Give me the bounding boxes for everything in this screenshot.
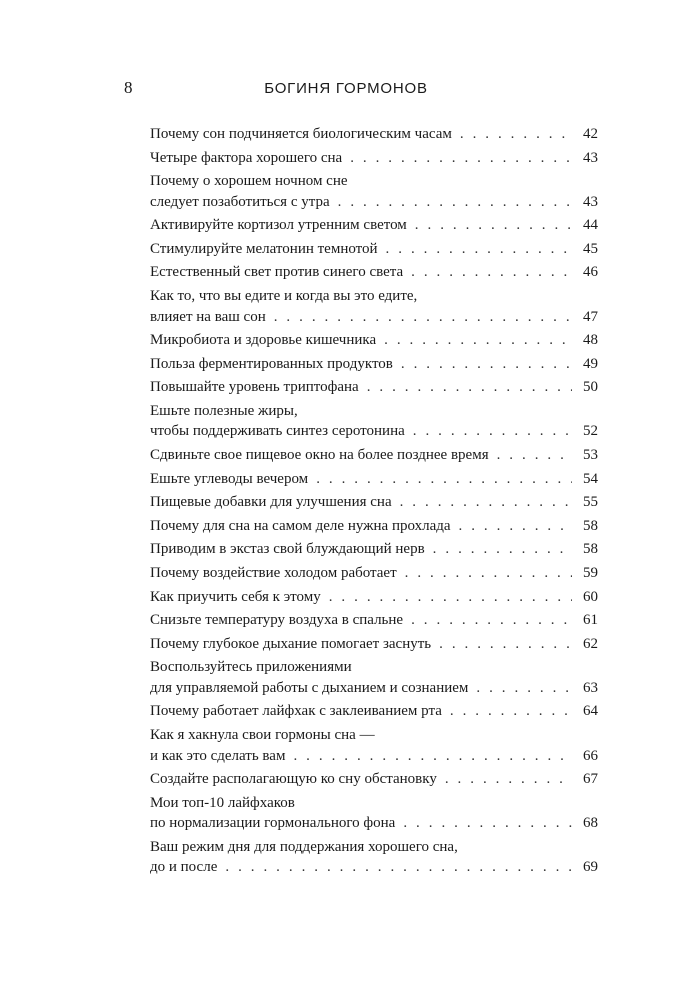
dot-leader xyxy=(415,215,572,236)
toc-entry-title: Микробиота и здоровье кишечника xyxy=(150,332,377,349)
toc-entry xyxy=(150,330,598,351)
toc-line xyxy=(150,124,598,145)
toc-entry-title: чтобы поддерживать синтез серотонина xyxy=(150,423,405,440)
toc-entry xyxy=(150,148,598,169)
toc-entry-title: Стимулируйте мелатонин темнотой xyxy=(150,240,378,257)
dot-leader xyxy=(497,445,572,466)
toc-page-number: 63 xyxy=(583,679,598,696)
dot-leader xyxy=(225,857,572,878)
dot-leader xyxy=(433,539,572,560)
dot-leader xyxy=(338,192,572,213)
dot-leader xyxy=(439,634,572,655)
toc-page-number: 50 xyxy=(583,379,598,396)
dot-leader xyxy=(316,469,572,490)
toc-line xyxy=(150,725,598,746)
toc-entry-title: Активируйте кортизол утренним светом xyxy=(150,217,407,234)
toc-entry-title: Почему работает лайфхак с заклеиванием рта xyxy=(150,703,442,720)
toc-entry xyxy=(150,171,598,212)
toc-page-number: 68 xyxy=(583,815,598,832)
toc-line xyxy=(150,262,598,283)
toc-line xyxy=(150,769,598,790)
toc-entry xyxy=(150,445,598,466)
toc-page-number: 58 xyxy=(583,541,598,558)
dot-leader xyxy=(411,262,572,283)
toc-page-number: 45 xyxy=(583,240,598,257)
dot-leader xyxy=(274,307,572,328)
page-number: 8 xyxy=(124,78,133,97)
toc-entry-title: Почему воздействие холодом работает xyxy=(150,565,397,581)
toc-line xyxy=(150,286,598,307)
toc-line xyxy=(150,377,598,398)
dot-leader xyxy=(445,769,572,790)
toc-entry xyxy=(150,539,598,560)
toc-line xyxy=(150,563,598,584)
toc-entry xyxy=(150,634,598,655)
toc-entry-title: Почему для сна на самом деле нужна прохлада xyxy=(150,517,451,534)
toc-line xyxy=(150,701,598,722)
toc-line xyxy=(150,610,598,631)
toc-entry xyxy=(150,769,598,790)
dot-leader xyxy=(450,701,572,722)
toc-entry xyxy=(150,469,598,490)
toc-entry xyxy=(150,701,598,722)
toc-entry xyxy=(150,286,598,327)
toc-page-number: 62 xyxy=(583,635,598,652)
toc-line xyxy=(150,401,598,422)
toc-entry-title: Снизьте температуру воздуха в спальне xyxy=(150,612,404,629)
toc-line xyxy=(150,746,598,767)
toc-entry xyxy=(150,124,598,145)
toc-entry xyxy=(150,354,598,375)
dot-leader xyxy=(459,516,572,537)
toc-entry-title: Ваш режим дня для поддержания хорошего сна, xyxy=(150,838,458,855)
toc-line xyxy=(150,813,598,834)
toc-entry-title: Естественный свет против синего света xyxy=(150,264,404,281)
toc-line xyxy=(150,793,598,814)
toc-page-number: 61 xyxy=(583,612,598,629)
toc-entry-title: и как это сделать вам xyxy=(150,747,286,764)
toc-line xyxy=(150,492,598,513)
toc-entry xyxy=(150,657,598,698)
toc-page-number: 69 xyxy=(583,859,598,876)
toc-entry-title: для управляемой работы с дыханием и сознанием xyxy=(150,679,469,696)
toc-entry-title: следует позаботиться с утра xyxy=(150,193,330,210)
table-of-contents xyxy=(150,124,598,881)
dot-leader xyxy=(403,813,572,834)
toc-entry xyxy=(150,516,598,537)
dot-leader xyxy=(411,610,572,631)
toc-page-number: 47 xyxy=(583,308,598,325)
toc-line xyxy=(150,539,598,560)
toc-entry xyxy=(150,563,598,584)
dot-leader xyxy=(476,678,572,699)
toc-line xyxy=(150,239,598,260)
toc-entry-title: влияет на ваш сон xyxy=(150,308,266,325)
toc-line xyxy=(150,192,598,213)
toc-page-number: 44 xyxy=(583,217,598,234)
toc-entry-title: Польза ферментированных продуктов xyxy=(150,355,393,372)
toc-line xyxy=(150,516,598,537)
dot-leader xyxy=(384,330,572,351)
toc-entry-title: Ешьте углеводы вечером xyxy=(150,470,309,487)
toc-entry-title: Почему о хорошем ночном сне xyxy=(150,173,348,190)
dot-leader xyxy=(400,492,572,513)
toc-line xyxy=(150,148,598,169)
toc-page-number: 66 xyxy=(583,747,598,764)
toc-entry xyxy=(150,401,598,442)
toc-page-number: 59 xyxy=(583,565,598,581)
toc-entry xyxy=(150,215,598,236)
dot-leader xyxy=(401,354,572,375)
toc-page-number: 64 xyxy=(583,703,598,720)
toc-page-number: 52 xyxy=(583,423,598,440)
toc-entry-title: Пищевые добавки для улучшения сна xyxy=(150,494,392,511)
toc-entry-title: Мои топ-10 лайфхаков xyxy=(150,794,295,811)
toc-entry xyxy=(150,610,598,631)
toc-entry-title: Почему глубокое дыхание помогает заснуть xyxy=(150,635,432,652)
toc-entry-title: по нормализации гормонального фона xyxy=(150,815,396,832)
toc-line xyxy=(150,634,598,655)
toc-line xyxy=(150,307,598,328)
toc-entry-title: Создайте располагающую ко сну обстановку xyxy=(150,771,437,788)
toc-page-number: 48 xyxy=(583,332,598,349)
dot-leader xyxy=(460,124,572,145)
toc-entry-title: Сдвиньте свое пищевое окно на более позднее время xyxy=(150,447,489,464)
toc-entry xyxy=(150,725,598,766)
toc-entry-title: Повышайте уровень триптофана xyxy=(150,379,359,396)
toc-page-number: 42 xyxy=(583,126,598,142)
toc-entry xyxy=(150,837,598,878)
toc-entry-title: Почему сон подчиняется биологическим часам xyxy=(150,126,452,142)
dot-leader xyxy=(367,377,572,398)
toc-line xyxy=(150,857,598,878)
dot-leader xyxy=(386,239,572,260)
toc-line xyxy=(150,469,598,490)
toc-line xyxy=(150,657,598,678)
toc-page-number: 67 xyxy=(583,771,598,788)
toc-line xyxy=(150,171,598,192)
toc-entry-title: Как я хакнула свои гормоны сна — xyxy=(150,727,375,744)
dot-leader xyxy=(405,563,572,584)
toc-line xyxy=(150,678,598,699)
toc-page-number: 55 xyxy=(583,494,598,511)
toc-line xyxy=(150,215,598,236)
toc-line xyxy=(150,837,598,858)
toc-page-number: 54 xyxy=(583,470,598,487)
running-head: БОГИНЯ ГОРМОНОВ xyxy=(264,80,428,97)
dot-leader xyxy=(350,148,572,169)
toc-entry-title: Воспользуйтесь приложениями xyxy=(150,659,352,676)
toc-entry xyxy=(150,587,598,608)
toc-entry xyxy=(150,262,598,283)
dot-leader xyxy=(413,421,572,442)
toc-entry-title: Как то, что вы едите и когда вы это едите, xyxy=(150,288,418,305)
toc-page-number: 43 xyxy=(583,193,598,210)
toc-entry xyxy=(150,793,598,834)
toc-entry-title: Четыре фактора хорошего сна xyxy=(150,149,343,166)
toc-page-number: 58 xyxy=(583,517,598,534)
toc-entry xyxy=(150,492,598,513)
toc-line xyxy=(150,587,598,608)
toc-page-number: 53 xyxy=(583,447,598,464)
toc-page-number: 43 xyxy=(583,149,598,166)
toc-entry xyxy=(150,239,598,260)
dot-leader xyxy=(329,587,572,608)
toc-page-number: 46 xyxy=(583,264,598,281)
toc-line xyxy=(150,354,598,375)
toc-entry xyxy=(150,377,598,398)
dot-leader xyxy=(293,746,572,767)
toc-line xyxy=(150,330,598,351)
toc-entry-title: Ешьте полезные жиры, xyxy=(150,402,298,419)
toc-line xyxy=(150,445,598,466)
toc-line xyxy=(150,421,598,442)
toc-page-number: 60 xyxy=(583,588,598,605)
toc-entry-title: Приводим в экстаз свой блуждающий нерв xyxy=(150,541,425,558)
toc-entry-title: Как приучить себя к этому xyxy=(150,588,321,605)
toc-entry-title: до и после xyxy=(150,859,218,876)
toc-page-number: 49 xyxy=(583,355,598,372)
